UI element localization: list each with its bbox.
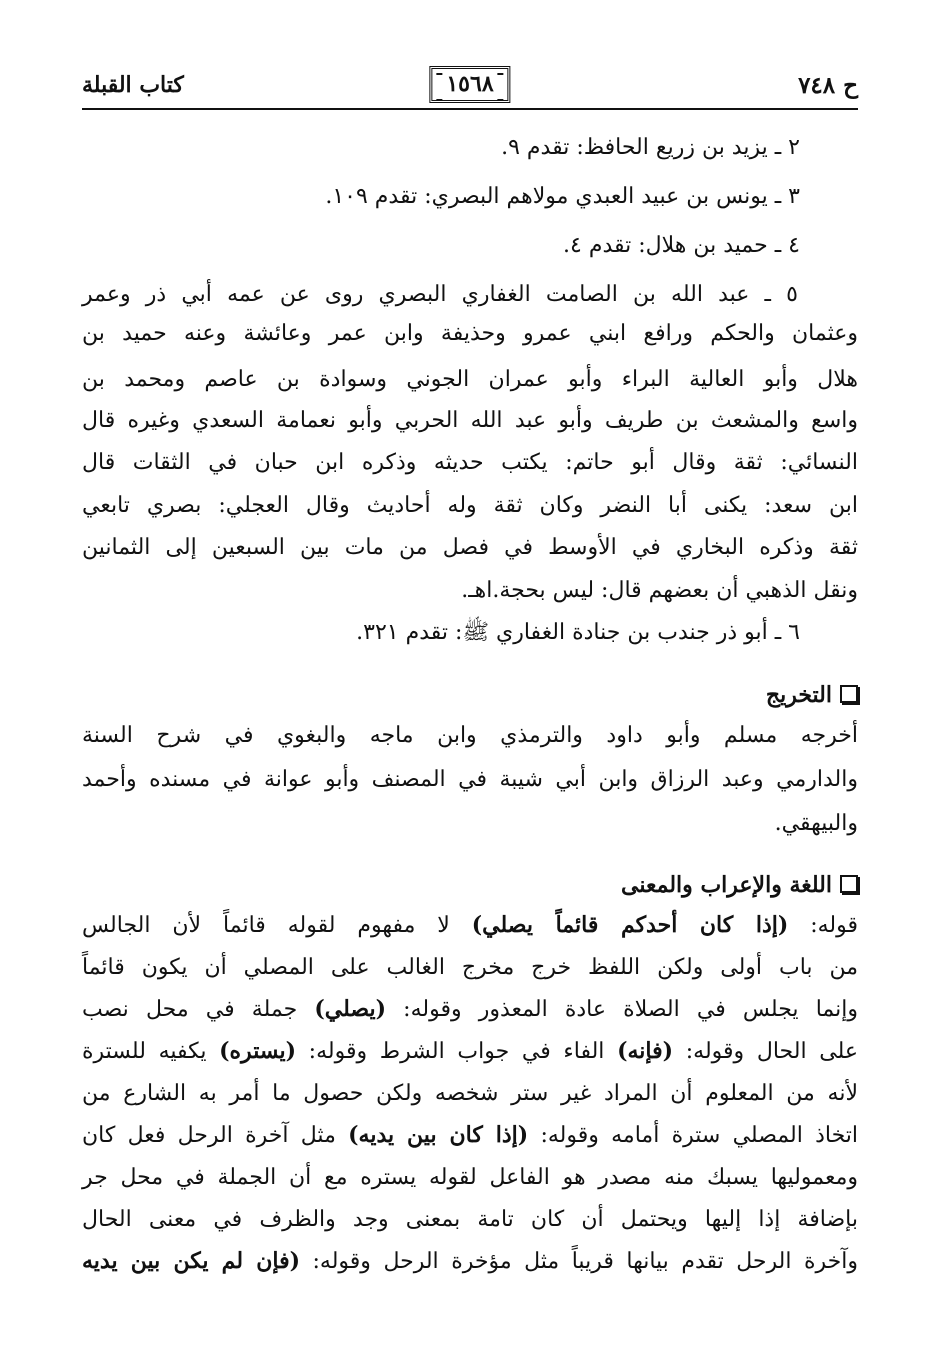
page-number-frame	[429, 66, 510, 103]
text-run: جملة في محل نصب	[82, 997, 315, 1022]
narrator-5-line: وعثمان والحكم ورافع ابني عمرو وحذيفة وابن عمر وعائشة وعنه حميد بن	[82, 321, 858, 346]
page-number: ١٥٦٨	[429, 66, 510, 103]
lugha-line: من باب أولى ولكن اللفظ خرج مخرج الغالب على المصلي أن يكون قائماً	[82, 955, 858, 980]
text-run: لا مفهوم لقوله قائماً لأن الجالس	[82, 913, 472, 938]
quoted-hadith-phrase: (فإنه)	[617, 1038, 674, 1064]
lugha-line: لأنه من المعلوم أن المراد غير ستر شخصه ولكن حصول ما أمر به الشارع من	[82, 1081, 858, 1106]
narrator-4: ٤ ـ حميد بن هلال: تقدم ٤.	[563, 233, 800, 258]
lugha-line	[82, 1032, 858, 1071]
takhrij-heading	[766, 682, 858, 708]
quoted-hadith-phrase: (إذا كان أحدكم قائماً يصلي)	[471, 912, 789, 938]
checkbox-bullet-icon	[840, 875, 858, 893]
quoted-hadith-phrase: (إذا كان بين يديه)	[348, 1122, 529, 1148]
lugha-line	[82, 990, 858, 1029]
lugha-line	[82, 906, 858, 945]
lugha-heading-text: اللغة والإعراب والمعنى	[621, 872, 832, 898]
narrator-3: ٣ ـ يونس بن عبيد العبدي مولاهم البصري: تقدم ١٠٩.	[325, 184, 800, 209]
header-divider	[82, 108, 858, 110]
lugha-line: ومعموليها يسبك منه مصدر هو الفاعل لقوله يستره مع أن الجملة في محل جر	[82, 1165, 858, 1190]
lugha-line	[82, 1242, 858, 1281]
lugha-line	[82, 1116, 858, 1155]
quoted-hadith-phrase: (يستره)	[219, 1038, 296, 1064]
text-run: يكفيه للسترة	[82, 1039, 220, 1064]
text-run: وآخرة الرحل تقدم بيانها قريباً مثل مؤخرة الرحل وقوله:	[300, 1249, 858, 1274]
lugha-line: بإضافة إذا إليها ويحتمل أن كان تامة بمعنى وجد والظرف في معنى الحال	[82, 1207, 858, 1232]
takhrij-line: أخرجه مسلم وأبو داود والترمذي وابن ماجه والبغوي في شرح السنة	[82, 723, 858, 748]
narrator-5-line: ابن سعد: يكنى أبا النضر وكان ثقة وله أحاديث وقال العجلي: بصري تابعي	[82, 493, 858, 518]
text-run: على الحال وقوله:	[673, 1039, 858, 1064]
book-title: كتاب القبلة	[82, 72, 184, 98]
text-run: قوله:	[788, 913, 858, 938]
quoted-hadith-phrase: (فإن لم يكن بين يديه	[82, 1248, 300, 1274]
takhrij-heading-text: التخريج	[765, 682, 832, 708]
narrator-5-line: هلال وأبو العالية البراء وأبو عمران الجوني وسوادة بن عاصم ومحمد بن	[82, 367, 858, 392]
narrator-2: ٢ ـ يزيد بن زريع الحافظ: تقدم ٩.	[501, 135, 800, 160]
text-run: وإنما يجلس في الصلاة عادة المعذور وقوله:	[386, 997, 858, 1022]
narrator-5-line: ونقل الذهبي أن بعضهم قال: ليس بحجة.اهـ.	[461, 578, 858, 603]
text-run: الفاء في جواب الشرط وقوله:	[296, 1039, 618, 1064]
text-run: مثل آخرة الرحل فعل كان	[82, 1123, 349, 1148]
takhrij-line: والدارمي وعبد الرزاق وابن أبي شيبة في المصنف وأبو عوانة في مسنده وأحمد	[82, 767, 858, 792]
quoted-hadith-phrase: (يصلي)	[314, 996, 386, 1022]
narrator-6: ٦ ـ أبو ذر جندب بن جنادة الغفاري ﷺ: تقدم ٣٢١.	[356, 620, 800, 645]
narrator-5-line: ثقة وذكره البخاري في الأوسط في فصل من مات بين السبعين إلى الثمانين	[82, 535, 858, 560]
lugha-heading	[621, 872, 858, 898]
page-header	[82, 66, 858, 108]
narrator-5-line: واسع والمشعث بن طريف وأبو عبد الله الحربي وأبو نعمامة السعدي وغيره قال	[82, 408, 858, 433]
hadith-reference: ح ٧٤٨	[798, 72, 858, 99]
text-run: اتخاذ المصلي سترة أمامه وقوله:	[528, 1123, 859, 1148]
takhrij-line: والبيهقي.	[774, 811, 858, 836]
checkbox-bullet-icon	[840, 685, 858, 703]
narrator-5-line: النسائي: ثقة وقال أبو حاتم: يكتب حديثه وذكره ابن حبان في الثقات قال	[82, 450, 858, 475]
narrator-5-line: ٥ ـ عبد الله بن الصامت الغفاري البصري روى عن عمه أبي ذر وعمر	[82, 282, 798, 307]
